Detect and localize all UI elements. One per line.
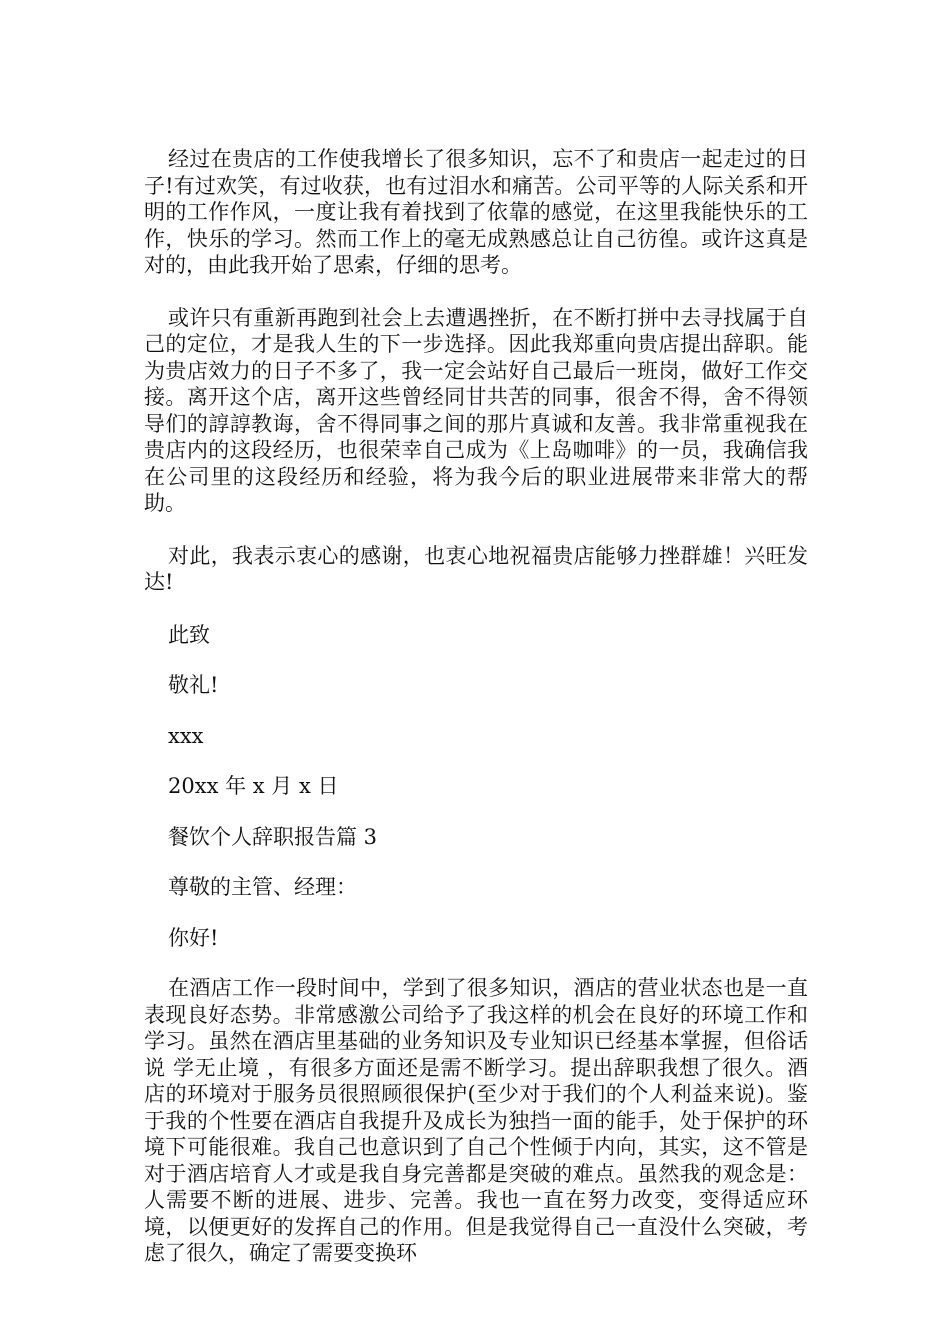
body-paragraph-2: 或许只有重新再跑到社会上去遭遇挫折，在不断打拼中去寻找属于自己的定位，才是我人生的下一步选择。因此我郑重向贵店提出辞职。能为贵店效力的日子不多了，我一定会站好自己最后一班岗，做好工作交接。离开这个店，离开这些曾经同甘共苦的同事，很舍不得，舍不得领导们的諄諄教诲，舍不得同事之间的那片真诚和友善。我非常重视我在贵店内的这段经历，也很荣幸自己成为《上岛咖啡》的一员，我确信我在公司里的这段经历和经验，将为我今后的职业进展带来非常大的帮助。 [144,305,808,515]
letter-date: 20xx 年 x 月 x 日 [168,774,339,798]
body-paragraph-1: 经过在贵店的工作使我增长了很多知识，忘不了和贵店一起走过的日子!有过欢笑，有过收获，也有过泪水和痛苦。公司平等的人际关系和开明的工作作风，一度让我有着找到了依靠的感觉，在这里我能快乐的工作，快乐的学习。然而工作上的毫无成熟感总让自己彷徨。或许这真是对的，由此我开始了思索，仔细的思考。 [144,147,808,277]
body-paragraph-4: 在酒店工作一段时间中，学到了很多知识，酒店的营业状态也是一直表现良好态势。非常感激公司给予了我这样的机会在良好的环境工作和学习。虽然在酒店里基础的业务知识及专业知识已经基本掌握，但俗话说 学无止境 ，有很多方面还是需不断学习。提出辞职我想了很久。酒店的环境对于服务员很照顾很保护(至少对于我们的个人利益来说)。鉴于我的个性要在酒店自我提升及成长为独挡一面的能手，处于保护的环境下可能很难。我自己也意识到了自己个性倾于内向，其实，这不管是对于酒店培育人才或是我自身完善都是突破的难点。虽然我的观念是：人需要不断的进展、进步、完善。我也一直在努力改变，变得适应环境，以便更好的发挥自己的作用。但是我觉得自己一直没什么突破，考虑了很久，确定了需要变换环 [144,976,808,1265]
signature: xxx [168,723,204,748]
section-title: 餐饮个人辞职报告篇 3 [168,824,378,849]
document-body [144,146,808,1267]
greeting-line: 你好! [168,925,219,950]
body-paragraph-3: 对此，我表示衷心的感谢，也衷心地祝福贵店能够力挫群雄！兴旺发达! [144,543,808,594]
closing-regards: 敬礼! [168,673,219,697]
recipient-line: 尊敬的主管、经理： [168,875,357,899]
closing-salutation: 此致 [168,622,210,647]
